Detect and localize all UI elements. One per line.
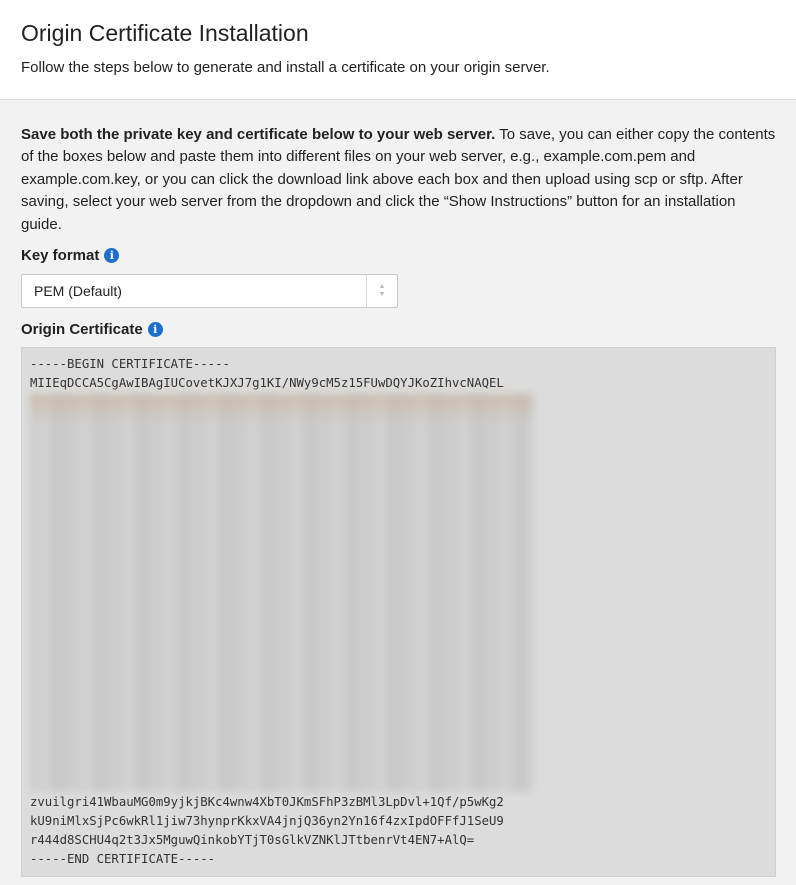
certificate-line: MIIEqDCCA5CgAwIBAgIUCovetKJXJ7g1KI/NWy9cM5z15FUwDQYJKoZIhvcNAQEL: [30, 376, 504, 390]
page-title: Origin Certificate Installation: [21, 20, 309, 46]
origin-certificate-label: [21, 321, 163, 338]
content-area: [0, 100, 796, 885]
certificate-line: -----BEGIN CERTIFICATE-----: [30, 357, 230, 371]
certificate-line: zvuilgri41WbauMG0m9yjkjBKc4wnw4XbT0JKmSFhP3zBMl3LpDvl+1Qf/p5wKg2: [30, 795, 504, 809]
info-icon[interactable]: i: [104, 248, 119, 263]
key-format-label-text: Key format: [21, 247, 100, 264]
key-format-label: [21, 247, 119, 264]
key-format-select[interactable]: [21, 274, 398, 308]
redacted-certificate-body: [30, 394, 533, 792]
certificate-line: r444d8SCHU4q2t3Jx5MguwQinkobYTjT0sGlkVZNKlJTtbenrVt4EN7+AlQ=: [30, 833, 475, 847]
info-icon[interactable]: i: [148, 322, 163, 337]
key-format-selected-value: PEM (Default): [34, 283, 122, 299]
certificate-line: -----END CERTIFICATE-----: [30, 852, 216, 866]
intro-bold: Save both the private key and certificate below to your web server.: [21, 126, 496, 143]
intro-paragraph: [21, 124, 779, 236]
intro-text: To save, you can either copy the contents of the boxes below and paste them into different files on your web server, e.g., example.com.pem and example.com.key, or you can click the download link above each box and then upload using scp or sftp. After saving, select your web server from the dropdown and click the “Show Instructions” button for an installation guide.: [21, 126, 776, 233]
certificate-line: kU9niMlxSjPc6wkRl1jiw73hynprKkxVA4jnjQ36yn2Yn16f4zxIpdOFFfJ1SeU9: [30, 814, 504, 828]
origin-certificate-label-text: Origin Certificate: [21, 321, 143, 338]
page-header: [0, 0, 796, 100]
page-subtitle: Follow the steps below to generate and install a certificate on your origin server.: [21, 59, 550, 76]
origin-certificate-textarea[interactable]: [21, 347, 776, 877]
select-arrows-icon: ▲ ▼: [366, 275, 397, 307]
